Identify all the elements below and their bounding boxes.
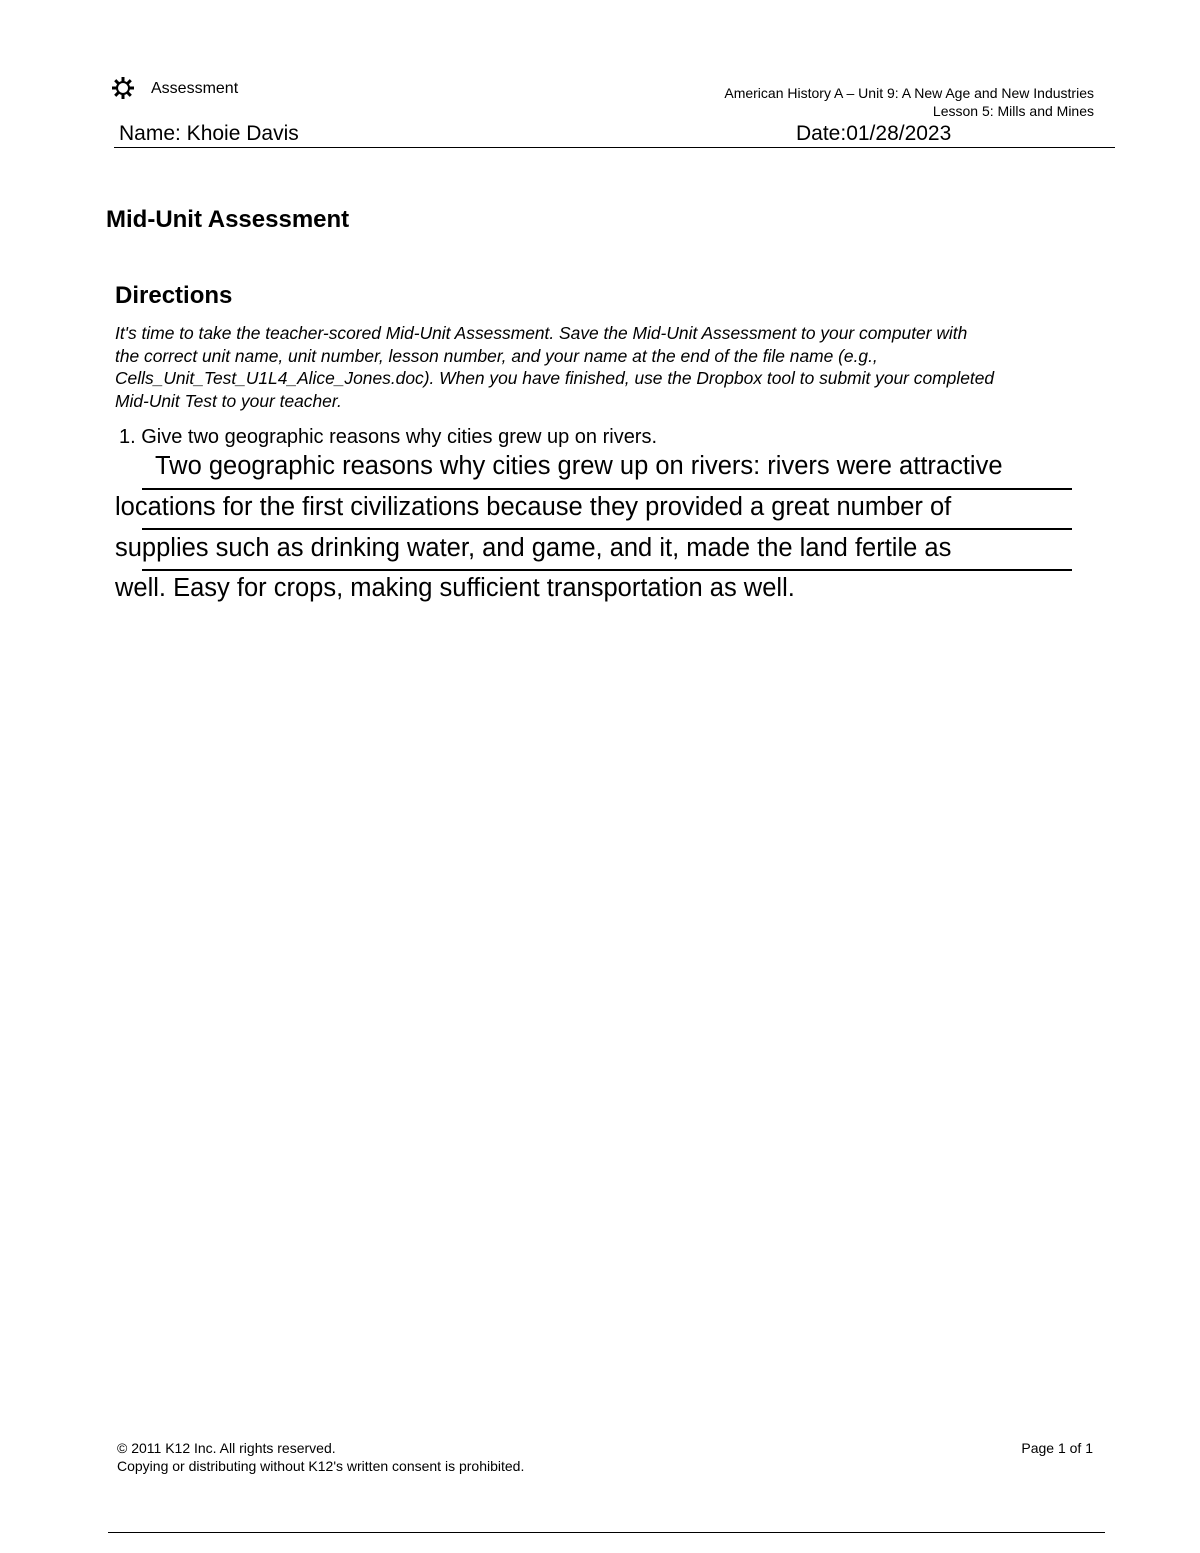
section-label: Assessment	[151, 80, 239, 97]
directions-heading: Directions	[115, 282, 233, 309]
header-divider	[114, 147, 1115, 148]
answer-line: Two geographic reasons why cities grew up on rivers: rivers were attractive	[155, 452, 1003, 480]
question-1: 1. Give two geographic reasons why cities grew up on rivers.	[119, 426, 658, 448]
answer-rule	[142, 488, 1072, 490]
answer-line: well. Easy for crops, making sufficient transportation as well.	[115, 574, 795, 602]
name-field: Name: Khoie Davis	[119, 122, 299, 145]
directions-line: Mid-Unit Test to your teacher.	[115, 390, 342, 411]
directions-line: Cells_Unit_Test_U1L4_Alice_Jones.doc). When you have finished, use the Dropbox tool to submit your completed	[115, 368, 995, 388]
footer-divider	[108, 1532, 1105, 1533]
answer-rule	[142, 569, 1072, 571]
answer-line: locations for the first civilizations because they provided a great number of	[115, 493, 952, 521]
answer-line: supplies such as drinking water, and game, and it, made the land fertile as	[115, 534, 952, 562]
gear-icon	[111, 76, 135, 100]
consent-notice: Copying or distributing without K12's written consent is prohibited.	[117, 1458, 525, 1474]
directions-text	[115, 322, 1115, 412]
course-title: American History A – Unit 9: A New Age and New Industries	[724, 85, 1094, 101]
lesson-title: Lesson 5: Mills and Mines	[932, 103, 1094, 119]
page-title: Mid-Unit Assessment	[106, 206, 350, 233]
page-number: Page 1 of 1	[1021, 1440, 1093, 1456]
date-field: Date:01/28/2023	[796, 122, 952, 145]
answer-rule	[142, 528, 1072, 530]
directions-line: the correct unit name, unit number, lesson number, and your name at the end of the file name (e.g.,	[115, 345, 878, 366]
directions-line: It's time to take the teacher-scored Mid-Unit Assessment. Save the Mid-Unit Assessment to your computer with	[115, 323, 968, 343]
copyright-notice: © 2011 K12 Inc. All rights reserved.	[117, 1440, 336, 1456]
